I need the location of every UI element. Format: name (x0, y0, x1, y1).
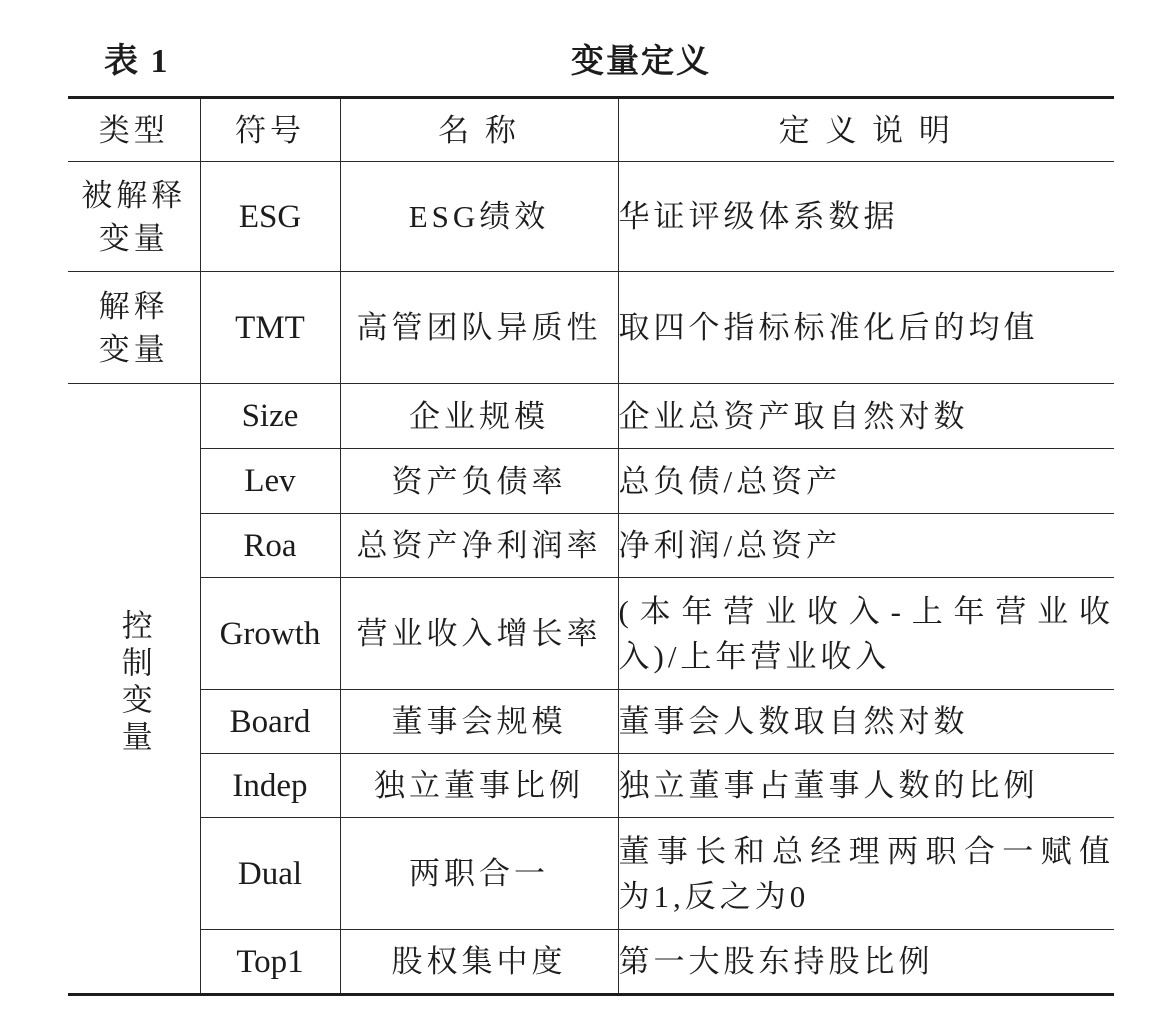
name-cell: 企业规模 (340, 384, 618, 449)
symbol-text: Roa (243, 527, 297, 564)
definition-line: 董事长和总经理两职合一赋值 (618, 833, 1114, 869)
table-row (68, 272, 1114, 384)
name-cell: 总资产净利润率 (340, 514, 618, 578)
symbol-text: Size (241, 398, 299, 434)
symbol-cell (200, 578, 340, 690)
table-row (68, 690, 1114, 754)
symbol-cell (200, 162, 340, 272)
type-line: 被解释 (81, 177, 187, 213)
definition-line: 第一大股东持股比例 (618, 944, 934, 979)
definition-line: 独立董事占董事人数的比例 (618, 768, 1039, 803)
definition-cell (618, 930, 1114, 995)
type-cell-control (68, 384, 200, 995)
table-title: 变量定义 (571, 44, 711, 80)
definition-line: 入)/上年营业收入 (618, 638, 891, 674)
definition-cell (618, 384, 1114, 449)
definition-cell (618, 578, 1114, 690)
header-definition: 定 义 说 明 (618, 98, 1114, 162)
header-type: 类型 (68, 98, 200, 162)
definition-cell (618, 514, 1114, 578)
name-cell: 股权集中度 (340, 930, 618, 995)
type-cell-explanatory (68, 272, 200, 384)
table-row (68, 930, 1114, 995)
name-cell: 营业收入增长率 (340, 578, 618, 690)
definition-cell (618, 272, 1114, 384)
definition-cell (618, 162, 1114, 272)
definition-cell (618, 449, 1114, 514)
name-cell: ESG绩效 (340, 162, 618, 272)
definition-line: (本年营业收入-上年营业收 (618, 593, 1114, 629)
table-row (68, 384, 1114, 449)
symbol-cell (200, 384, 340, 449)
symbol-text: ESG (238, 198, 302, 235)
name-cell: 资产负债率 (340, 449, 618, 514)
definition-line: 为1,反之为0 (618, 878, 810, 914)
table-row (68, 754, 1114, 818)
table-row (68, 514, 1114, 578)
name-cell: 两职合一 (340, 818, 618, 930)
definition-cell (618, 754, 1114, 818)
definition-line: 华证评级体系数据 (618, 199, 899, 234)
table-row (68, 818, 1114, 930)
definition-line: 企业总资产取自然对数 (618, 398, 969, 434)
definition-line: 取四个指标标准化后的均值 (618, 310, 1039, 345)
header-name: 名 称 (340, 98, 618, 162)
name-cell: 董事会规模 (340, 690, 618, 754)
definition-line: 总负债/总资产 (618, 463, 842, 499)
definition-line: 净利润/总资产 (618, 528, 842, 563)
name-cell: 高管团队异质性 (340, 272, 618, 384)
symbol-text: Top1 (236, 943, 304, 980)
symbol-text: Growth (219, 615, 321, 652)
symbol-cell (200, 818, 340, 930)
control-type-label: 控制变量 (116, 608, 152, 757)
name-cell: 独立董事比例 (340, 754, 618, 818)
symbol-text: Lev (244, 463, 296, 499)
definition-cell (618, 690, 1114, 754)
symbol-cell (200, 514, 340, 578)
type-line: 变量 (98, 220, 169, 256)
type-line: 解释 (98, 288, 169, 324)
type-line: 变量 (98, 331, 169, 367)
symbol-cell (200, 449, 340, 514)
table-row (68, 578, 1114, 690)
symbol-text: TMT (235, 309, 305, 346)
header-symbol: 符号 (200, 98, 340, 162)
symbol-cell (200, 754, 340, 818)
symbol-cell (200, 272, 340, 384)
symbol-cell (200, 930, 340, 995)
table-number: 表 1 (104, 43, 170, 80)
header-row (68, 98, 1114, 162)
table-row (68, 162, 1114, 272)
symbol-text: Indep (232, 767, 308, 804)
table-row (68, 449, 1114, 514)
type-cell-dependent (68, 162, 200, 272)
symbol-text: Dual (237, 855, 303, 892)
definition-cell (618, 818, 1114, 930)
symbol-cell (200, 690, 340, 754)
variable-definition-table (68, 96, 1114, 996)
definition-line: 董事会人数取自然对数 (618, 704, 969, 739)
symbol-text: Board (229, 703, 311, 740)
